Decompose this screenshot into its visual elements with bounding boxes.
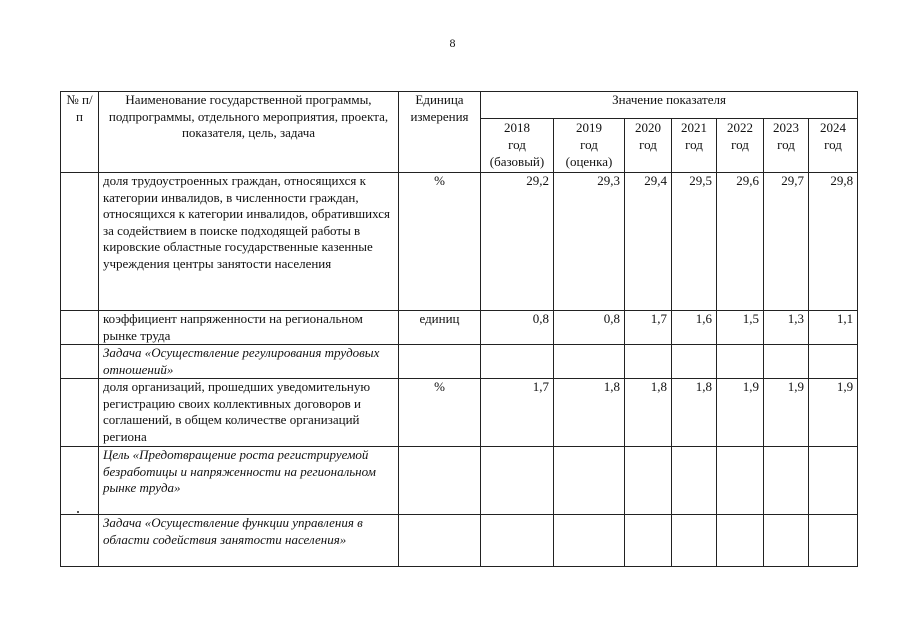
header-year-year: 2024 [820,120,847,135]
table-row [61,447,858,515]
value-cell-2023 [764,515,809,567]
header-year-line-2: год [824,137,842,152]
value-cell-2021: 1,6 [672,311,717,345]
value-cell-2021 [672,515,717,567]
row-unit [399,515,481,567]
value-cell-2022 [717,447,764,515]
value-cell-2018 [481,447,554,515]
row-number-cell [61,515,99,567]
header-num: № п/п [61,92,99,173]
row-indicator-name: коэффициент напряженности на региональном рынке труда [99,311,399,345]
value-cell-2019: 1,8 [554,379,625,447]
header-year-line-2: год [731,137,749,152]
header-year-year: 2021 [681,120,707,135]
header-year-2022 [717,119,764,173]
row-goal-task-text: Задача «Осуществление функции управления в области содействия занятости населения» [99,515,399,567]
header-year-year: 2018 [504,120,530,135]
row-number-cell [61,379,99,447]
table-row [61,173,858,311]
table-row [61,379,858,447]
row-unit [399,447,481,515]
row-goal-task-text: Задача «Осуществление регулирования трудовых отношений» [99,345,399,379]
header-year-2020 [625,119,672,173]
header-year-line-2: год [508,137,526,152]
row-goal-task-text: Цель «Предотвращение роста регистрируемой безработицы и напряженности на региональном рынке труда» [99,447,399,515]
value-cell-2024 [809,447,858,515]
row-indicator-name: доля трудоустроенных граждан, относящихся к категории инвалидов, в численности граждан, относящихся к категории инвалидов, обратившихся за содействием в поиске подходящей работы в кировские областные государственные казенные учреждения центры занятости населения [99,173,399,311]
scan-mark [77,511,79,513]
value-cell-2018 [481,345,554,379]
value-cell-2020 [625,447,672,515]
header-year-2023 [764,119,809,173]
header-year-2024 [809,119,858,173]
value-cell-2024: 1,9 [809,379,858,447]
value-cell-2019 [554,447,625,515]
value-cell-2023: 29,7 [764,173,809,311]
row-number-cell [61,345,99,379]
value-cell-2020: 1,8 [625,379,672,447]
value-cell-2022 [717,345,764,379]
row-unit: единиц [399,311,481,345]
row-indicator-name: доля организаций, прошедших уведомительную регистрацию своих коллективных договоров и соглашений, в общем количестве организаций региона [99,379,399,447]
value-cell-2018: 0,8 [481,311,554,345]
header-value-group: Значение показателя [481,92,858,119]
value-cell-2018: 1,7 [481,379,554,447]
header-year-2018 [481,119,554,173]
value-cell-2020: 29,4 [625,173,672,311]
header-name: Наименование государственной программы, подпрограммы, отдельного мероприятия, проекта, показателя, цель, задача [99,92,399,173]
value-cell-2019 [554,515,625,567]
header-year-2021 [672,119,717,173]
header-year-line-3: (оценка) [565,154,613,169]
value-cell-2019: 0,8 [554,311,625,345]
value-cell-2018 [481,515,554,567]
header-year-line-2: год [580,137,598,152]
header-unit: Единица измерения [399,92,481,173]
value-cell-2024 [809,515,858,567]
value-cell-2021 [672,345,717,379]
row-number-cell [61,447,99,515]
header-year-year: 2019 [576,120,602,135]
row-unit: % [399,379,481,447]
header-year-line-2: год [639,137,657,152]
row-unit [399,345,481,379]
value-cell-2019: 29,3 [554,173,625,311]
table-row [61,345,858,379]
value-cell-2024: 1,1 [809,311,858,345]
value-cell-2020 [625,515,672,567]
row-number-cell [61,173,99,311]
header-year-line-2: год [685,137,703,152]
value-cell-2020: 1,7 [625,311,672,345]
value-cell-2018: 29,2 [481,173,554,311]
value-cell-2022: 1,9 [717,379,764,447]
table-row [61,515,858,567]
value-cell-2023 [764,345,809,379]
value-cell-2022: 29,6 [717,173,764,311]
value-cell-2023 [764,447,809,515]
header-year-line-3: (базовый) [489,154,545,169]
header-year-year: 2023 [773,120,799,135]
value-cell-2024 [809,345,858,379]
header-year-line-2: год [777,137,795,152]
header-year-year: 2020 [635,120,661,135]
header-year-2019 [554,119,625,173]
value-cell-2022 [717,515,764,567]
value-cell-2019 [554,345,625,379]
value-cell-2022: 1,5 [717,311,764,345]
value-cell-2023: 1,9 [764,379,809,447]
value-cell-2021: 29,5 [672,173,717,311]
value-cell-2021: 1,8 [672,379,717,447]
header-year-year: 2022 [727,120,753,135]
row-unit: % [399,173,481,311]
table-row [61,311,858,345]
value-cell-2020 [625,345,672,379]
value-cell-2023: 1,3 [764,311,809,345]
page-number: 8 [449,36,456,50]
value-cell-2021 [672,447,717,515]
indicator-table [60,91,858,567]
value-cell-2024: 29,8 [809,173,858,311]
row-number-cell [61,311,99,345]
